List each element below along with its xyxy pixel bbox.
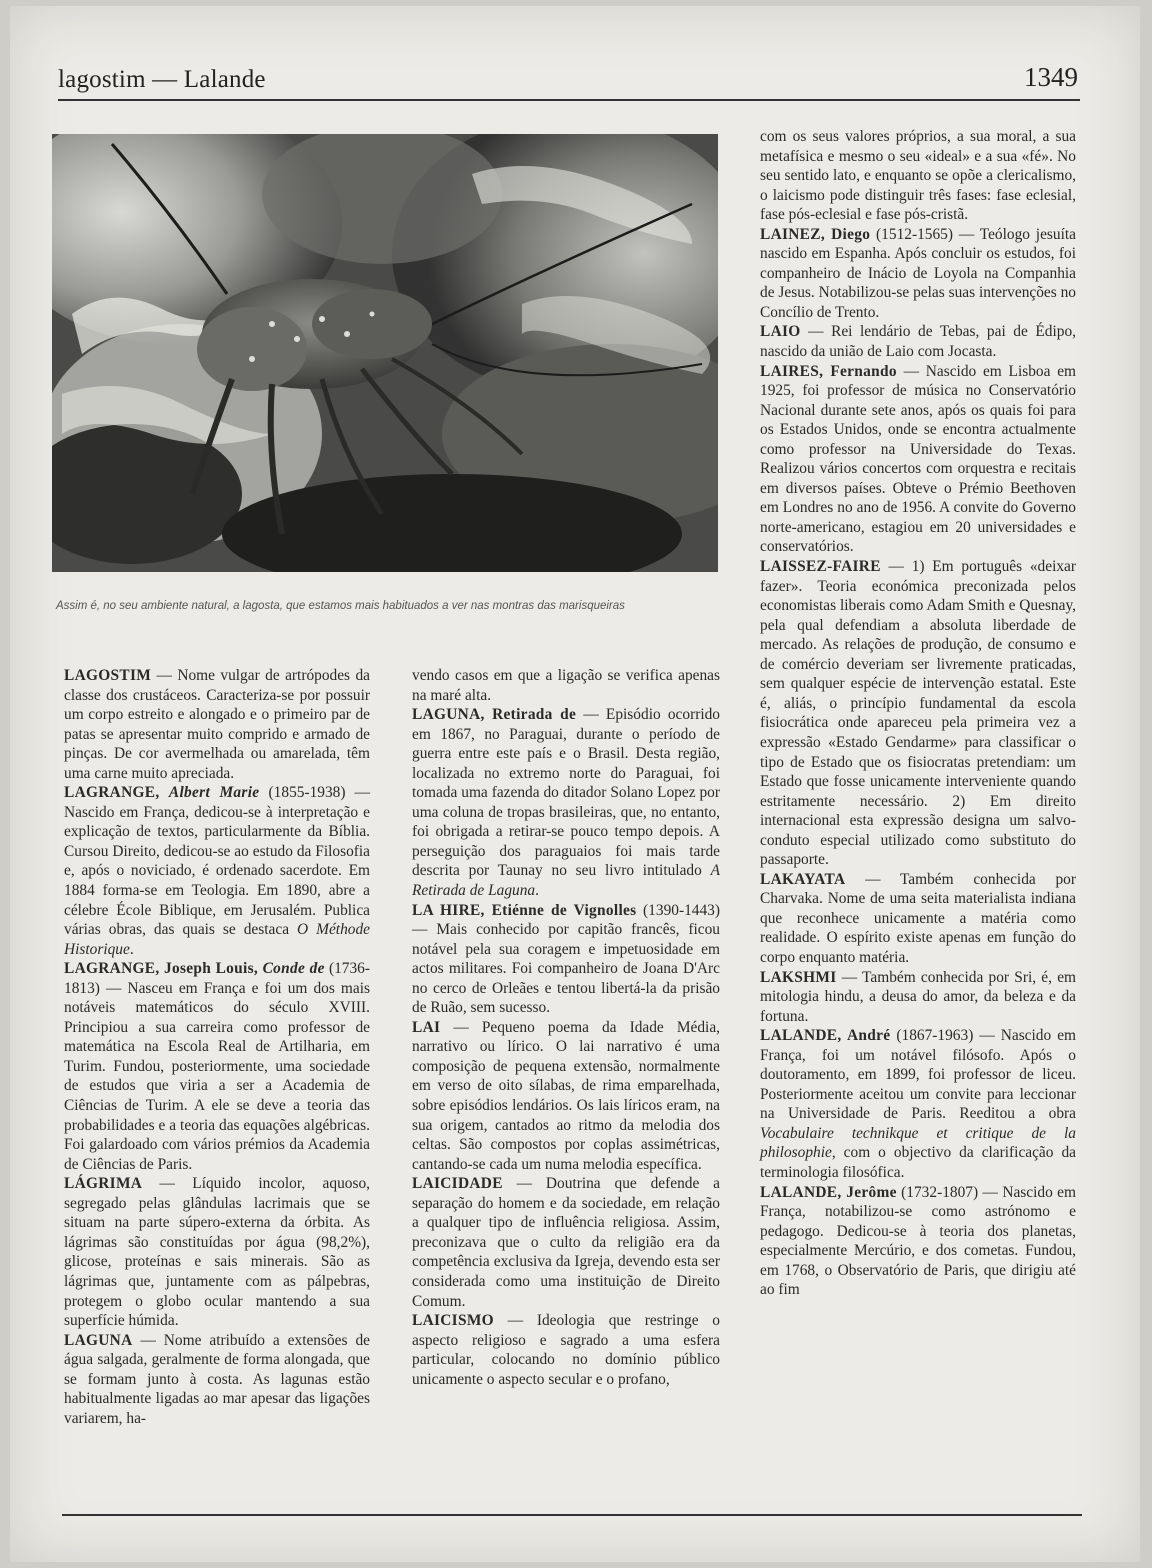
text-column-2: [412, 666, 720, 1389]
entry-laissez-faire: LAISSEZ-FAIRE — 1) Em português «deixar fazer». Teoria económica preconizada pelos economistas liberais como Adam Smith e Quesnay, pela qual defendiam a absoluta liberdade de mercado. As relações de produção, de consumo e de comércio deveriam ser livremente praticadas, sem qualquer espécie de intervenção estatal. Este é, aliás, o princípio fundamental da escola fisiocrática onde apareceu pela primeira vez a expressão «Estado Gendarme» para classificar o tipo de Estado que os fisiocratas pretendiam: um Estado que fosse unicamente interveniente quando estritamente necessário. 2) Em direito internacional esta expressão designa um salvo-conduto especial utilizado como substituto do passaporte.: [760, 558, 1076, 869]
entry-lalande-andre: LALANDE, André (1867-1963) — Nascido em França, foi um notável filósofo. Após o doutoramento, em 1899, foi professor de liceu. Posteriormente aceitou um convite para leccionar na Universidade de Paris. Reeditou a obra Vocabulaire technikque et critique de la philosophie, com o objectivo da clarificação da terminologia filosófica.: [760, 1027, 1076, 1181]
entry-lakshmi: LAKSHMI — Também conhecida por Sri, é, em mitologia hindu, a deusa do amor, da beleza e da fortuna.: [760, 968, 1076, 1025]
entry-la-hire: LA HIRE, Etiénne de Vignolles (1390-1443) — Mais conhecido por capitão francês, ficou notável pela sua coragem e impetuosidade em actos militares. Foi companheiro de Joana D'Arc no cerco de Orleães e tentou libertá-la da prisão de Ruão, sem sucesso.: [412, 901, 720, 1017]
running-head: lagostim — Lalande: [58, 66, 266, 93]
page-number: 1349: [1024, 62, 1078, 92]
entry-lainez: LAINEZ, Diego (1512-1565) — Teólogo jesuíta nascido em Espanha. Após concluir os estudos, foi companheiro de Inácio de Loyola na Companhia de Jesus. Notabilizou-se pelas suas intervenções no Concílio de Trento.: [760, 225, 1076, 321]
entry-laguna-continued: vendo casos em que a ligação se verifica apenas na maré alta.: [412, 667, 720, 704]
entry-lagrange-joseph: LAGRANGE, Joseph Louis, Conde de (1736-1813) — Nasceu em França e foi um dos mais notáveis matemáticos do século XVIII. Principiou a sua carreira como professor de matemática na Escola Real de Artilharia, em Turim. Fundou, posteriormente, uma sociedade de estudos que viria a ser a Academia de Ciências de Turim. A ele se deve a teoria das probabilidades e a teoria das equações algébricas. Foi galardoado com vários prémios da Academia de Ciências de Paris.: [64, 960, 370, 1173]
entry-laguna: LAGUNA — Nome atribuído a extensões de água salgada, geralmente de forma alongada, que se formam junto à costa. As lagunas estão habitualmente ligadas ao mar apesar das ligações variarem, ha-: [64, 1331, 370, 1427]
lobster-photo: [52, 134, 718, 572]
text-column-3: [760, 127, 1076, 1300]
entry-laicismo-continued: com os seus valores próprios, a sua moral, a sua metafísica e mesmo o seu «ideal» e a sua «fé». No seu sentido lato, e enquanto se opõe a clericalismo, o laicismo pode distinguir três fases: fase eclesial, fase pós-eclesial e fase pós-cristã.: [760, 128, 1076, 224]
entry-lakayata: LAKAYATA — Também conhecida por Charvaka. Nome de uma seita materialista indiana que reconhece unicamente a matéria como realidade. O espírito existe apenas em função do corpo enquanto matéria.: [760, 870, 1076, 966]
entry-laicismo: LAICISMO — Ideologia que restringe o aspecto religioso e sagrado a uma esfera particular, colocando no domínio público unicamente o aspecto secular e o profano,: [412, 1312, 720, 1388]
entry-laguna-retirada: LAGUNA, Retirada de — Episódio ocorrido em 1867, no Paraguai, durante o período de guerra entre este país e o Brasil. Desta região, localizada no extremo norte do Paraguai, foi tomada uma fazenda do ditador Solano Lopez por uma coluna de tropas brasileiras, que, no entanto, foi obrigada a retirar-se pouco tempo depois. A perseguição dos paraguaios foi mais tarde descrita por Taunay no seu livro intitulado A Retirada de Laguna.: [412, 706, 720, 900]
footer-rule: [62, 1514, 1082, 1516]
entry-laires: LAIRES, Fernando — Nascido em Lisboa em 1925, foi professor de música no Conservatório Nacional durante sete anos, após os quais foi para os Estados Unidos, onde se encontra actualmente como professor na Universidade do Texas. Realizou vários concertos com orquestra e recitais em diversos países. Obteve o Prémio Beethoven em Londres no ano de 1956. A convite do Governo norte-americano, estagiou em 20 universidades e conservatórios.: [760, 362, 1076, 556]
entry-lai: LAI — Pequeno poema da Idade Média, narrativo ou lírico. O lai narrativo é uma composição de pequena extensão, normalmente em verso de oito sílabas, de rima emparelhada, sobre episódios lendários. Os lais líricos eram, na sua origem, cantados ao ritmo da melodia dos celtas. São compostos por coplas assimétricas, cantando-se cada um numa melodia específica.: [412, 1018, 720, 1173]
photo-caption: Assim é, no seu ambiente natural, a lagosta, que estamos mais habituados a ver nas montras das marisqueiras: [56, 600, 625, 612]
page-header: [58, 58, 1078, 98]
header-rule: [58, 99, 1080, 101]
entry-lalande-jerome: LALANDE, Jerôme (1732-1807) — Nascido em França, notabilizou-se como astrónomo e pedagogo. Dedicou-se à teoria dos planetas, especialmente Mercúrio, e dos cometas. Fundou, em 1768, o Observatório de Paris, que dirigiu até ao fim: [760, 1183, 1076, 1299]
entry-lagrange-albert: LAGRANGE, Albert Marie (1855-1938) — Nascido em França, dedicou-se à interpretação e explicação de textos, particularmente da Bíblia. Cursou Direito, dedicou-se ao estudo da Filosofia e, após o noviciado, é ordenado sacerdote. Em 1884 forma-se em Teologia. Em 1890, abre a célebre École Biblique, em Jerusalém. Publica várias obras, das quais se destaca O Méthode Historique.: [64, 784, 370, 958]
entry-laicidade: LAICIDADE — Doutrina que defende a separação do homem e da sociedade, em relação a qualquer tipo de influência religiosa. Assim, preconizava que o culto da religião era da competência exclusiva da Igreja, devendo esta ser considerada como uma instituição de Direito Comum.: [412, 1175, 720, 1310]
text-column-1: [64, 666, 370, 1428]
entry-lagostim: LAGOSTIM — Nome vulgar de artrópodes da classe dos crustáceos. Caracteriza-se por possuir um corpo estreito e alongado e o primeiro par de patas se apresentar muito comprido e armado de pinças. De cor avermelhada ou amarelada, têm uma carne muito apreciada.: [64, 667, 370, 782]
entry-lagrima: LÁGRIMA — Líquido incolor, aquoso, segregado pelas glândulas lacrimais que se situam na parte súpero-externa da órbita. As lágrimas são constituídas por água (98,2%), glicose, proteínas e sais minerais. São as lágrimas que, juntamente com as pálpebras, protegem o globo ocular mantendo a sua superfície húmida.: [64, 1175, 370, 1330]
encyclopedia-page: [10, 6, 1140, 1562]
entry-laio: LAIO — Rei lendário de Tebas, pai de Édipo, nascido da união de Laio com Jocasta.: [760, 323, 1076, 361]
